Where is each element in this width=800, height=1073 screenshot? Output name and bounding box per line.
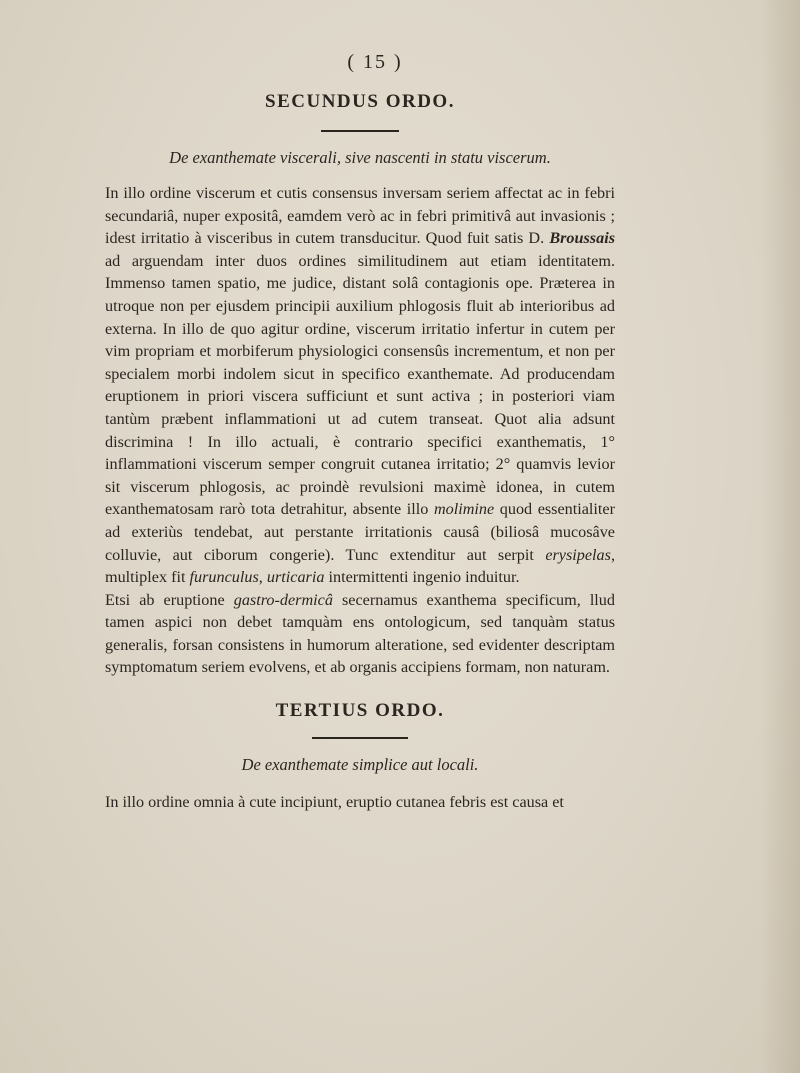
title-rule	[321, 130, 399, 132]
paragraph-1-text-g: , multiplex fit	[105, 545, 615, 587]
paragraph-1-text-i: intermittenti ingenio induitur.	[324, 568, 520, 587]
paragraph-2	[105, 589, 615, 679]
paragraph-3: In illo ordine omnia à cute incipiunt, eruptio cutanea febris est causa et	[105, 793, 564, 812]
paragraph-1-text-c: ad arguendam inter duos ordines similitudinem aut etiam identitatem. Immenso tamen spatio, me judice, distant solâ contagionis ope. Præterea in utroque non per ejusdem principii auxilium phlogosis fluit ab interioribus ad externa. In illo de quo agitur ordine, viscerum irritatio infertur in cutem per vim propriam et morbiferum physiologici consensûs incrementum, et non per specialem morbi indolem sicut in specifico exanthemate. Ad producendam eruptionem in priori viscera sufficiunt et sunt activa ; in posteriori viam tantùm præbent inflammationi ut ad cutem transeat. Quot alia adsunt discrimina ! In illo actuali, è contrario specifici exanthematis, 1° inflammationi viscerum semper congruit cutanea irritatio; 2° quamvis levior sit viscerum phlogosis, ac proindè revulsioni maximè idonea, in cutem exanthematosam rarò tota detrahitur, absente illo	[105, 251, 615, 519]
page-edge-shadow	[760, 0, 800, 1073]
author-name-broussais: Broussais	[549, 229, 615, 248]
text-column	[105, 48, 615, 814]
section-title-tertius: TERTIUS ORDO.	[275, 700, 445, 722]
section-subtitle-secundus: De exanthemate viscerali, sive nascenti in statu viscerum.	[169, 148, 551, 167]
paragraph-2-text-a: Etsi ab eruptione	[105, 590, 234, 609]
section-title-secundus: SECUNDUS ORDO.	[265, 91, 455, 112]
paragraph-1	[105, 182, 615, 589]
term-erysipelas: erysipelas	[545, 545, 611, 564]
title-rule-2	[312, 737, 408, 739]
paragraph-1-text-a: In illo ordine viscerum et cutis consensus inversam seriem affectat ac in febri secundariâ, nuper expositâ, eamdem verò ac in febri primitivâ aut invasionis ; idest irritatio à visceribus in cutem transducitur. Quod fuit satis D.	[105, 184, 615, 248]
term-molimine: molimine	[433, 500, 495, 519]
section-subtitle-tertius: De exanthemate simplice aut locali.	[241, 755, 479, 775]
page-number: ( 15 )	[347, 51, 403, 73]
paragraph-1-text-e: quod essentialiter ad exteriùs tendebat, aut perstante irritationis causâ (biliosâ mucosâve colluvie, aut ciborum congerie). Tunc extenditur aut serpit	[105, 500, 615, 564]
term-gastro-dermica: gastro-dermicâ	[233, 590, 333, 609]
paragraph-2-text-c: secernamus exanthema specificum, llud tamen aspici non debet tamquàm ens ontologicum, sed tanquàm status generalis, forsan consistens in humorum alteratione, sed evidenter descriptam symptomatum seriem evolvens, et ab organis accipiens formam, non naturam.	[105, 590, 615, 677]
term-furunculus-urticaria: furunculus, urticaria	[189, 568, 325, 587]
